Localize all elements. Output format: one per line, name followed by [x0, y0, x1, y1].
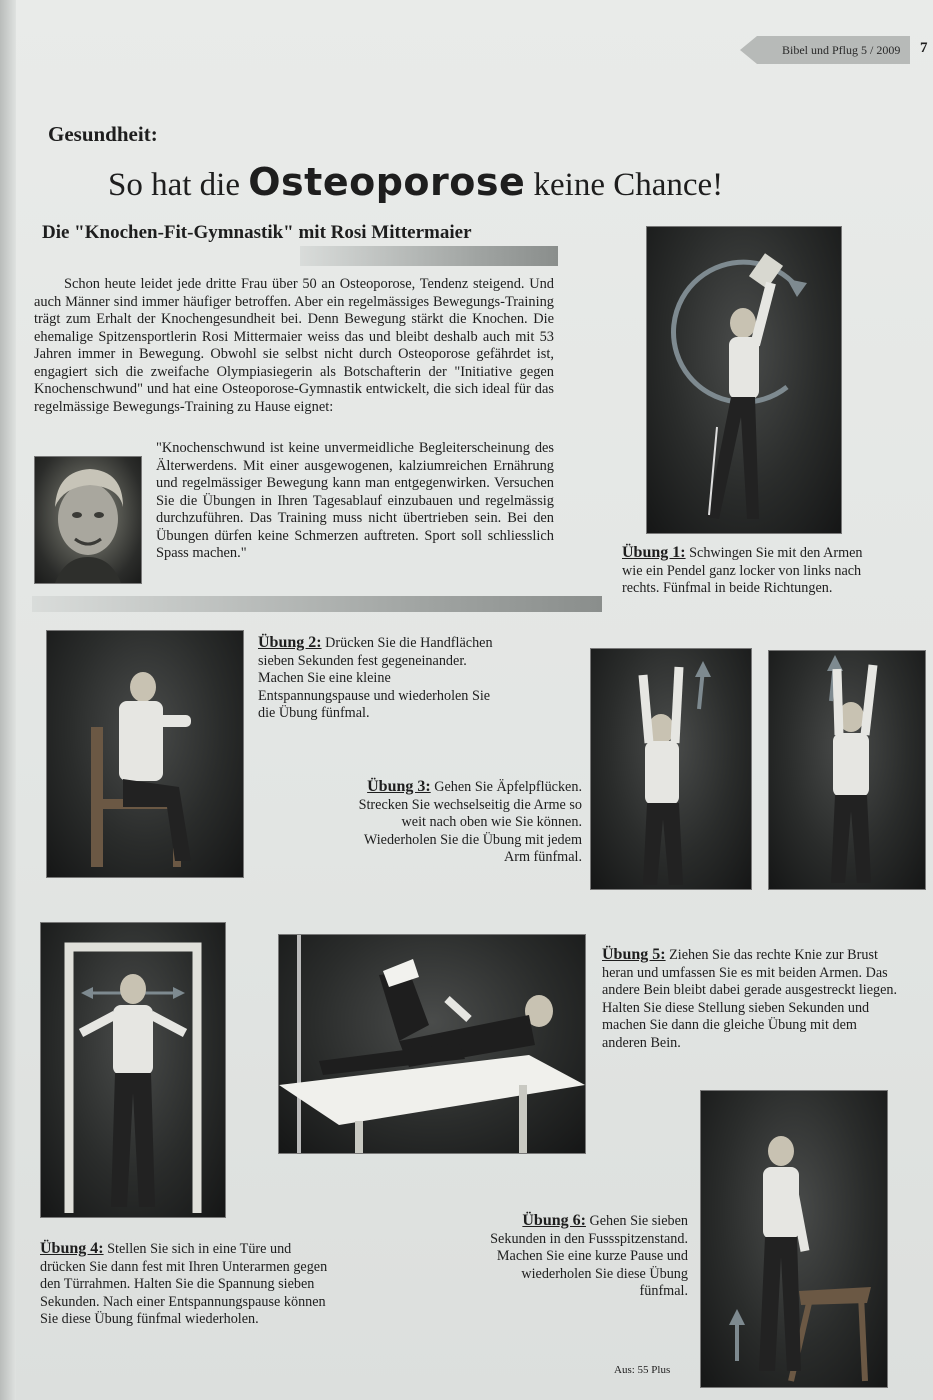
exercise-2-caption	[258, 634, 498, 723]
exercise-5-text: Ziehen Sie das rechte Knie zur Brust heran und umfassen Sie es mit beiden Armen. Das andere Bein bleibt dabei gerade ausgestreckt liegen. Halten Sie diese Stellung sieben Sekunden und machen Sie dann die gleiche Übung mit dem anderen Bein.	[602, 947, 898, 1051]
exercise-4-text: Stellen Sie sich in eine Türe und drücken Sie dann fest mit Ihren Unterarmen gegen den Türrahmen. Halten Sie die Spannung sieben Sekunden. Nach einer Entspannungspause können Sie diese Übung fünfmal wiederholen.	[40, 1241, 328, 1327]
exercise-5-photo	[278, 934, 586, 1154]
exercise-3-label: Übung 3:	[367, 778, 431, 795]
header-publication: Bibel und Pflug 5 / 2009	[782, 43, 901, 57]
quote-text: "Knochenschwund ist keine unvermeidliche Begleiterscheinung des Älterwerdens. Mit einer ausgewogenen, kalziumreichen Ernährung und regelmässiger Bewegung kann man entgegenwirken. Versuchen Sie die Übungen in Ihren Tagesablauf einzubauen und regelmässig durchzuführen. Das Training muss nicht übertrieben sein. Bei den Übungen dürfen keine Schmerzen auftreten. Sport soll schliesslich Spass machen."	[156, 440, 554, 561]
grey-rule-2	[32, 596, 602, 612]
title-post: keine Chance!	[533, 167, 724, 203]
exercise-1-label: Übung 1:	[622, 544, 686, 561]
exercise-5-caption	[602, 946, 902, 1052]
title-pre: So hat die	[108, 167, 240, 203]
exercise-4-caption	[40, 1240, 340, 1329]
exercise-1-caption	[622, 544, 882, 598]
exercise-6-caption	[470, 1212, 688, 1301]
exercise-4-photo	[40, 922, 226, 1218]
exercise-5-label: Übung 5:	[602, 946, 666, 963]
exercise-3-text: Gehen Sie Äpfelpflücken. Strecken Sie wechselseitig die Arme so weit nach oben wie Sie können. Wiederholen Sie die Übung mit jedem Arm fünfmal.	[358, 779, 582, 865]
intro-text: Schon heute leidet jede dritte Frau über 50 an Osteoporose, Tendenz steigend. Und auch Männer sind immer häufiger betroffen. Aber ein regelmässiges Bewegungs-Training trägt zum Erhalt der Knochengesundheit bei. Denn Bewegung stärkt die Knochen. Die ehemalige Spitzensportlerin Rosi Mittermaier weiss das und bleibt deshalb auch mit 53 Jahren immer in Bewegung. Obwohl sie selbst nicht durch Osteoporose gefährdet ist, engagiert sich die zweifache Olympiasiegerin als Botschafterin der "Initiative gegen Knochenschwund" und hat eine Osteoporose-Gymnastik entwickelt, die sich ideal für das regelmässige Bewegungs-Training zu Hause eignet:	[34, 276, 554, 415]
exercise-6-label: Übung 6:	[522, 1212, 586, 1229]
page-header	[740, 36, 930, 66]
grey-rule	[300, 246, 558, 266]
portrait-photo	[34, 456, 142, 584]
exercise-1-text: Schwingen Sie mit den Armen wie ein Pendel ganz locker von links nach rechts. Fünfmal in beide Richtungen.	[622, 545, 863, 596]
exercise-6-text: Gehen Sie sieben Sekunden in den Fussspitzenstand. Machen Sie eine kurze Pause und wiederholen Sie diese Übung fünfmal.	[490, 1213, 688, 1299]
exercise-3-caption	[352, 778, 582, 867]
title-main: Osteoporose	[248, 160, 526, 204]
source-credit: Aus: 55 Plus	[614, 1364, 671, 1376]
page-number: 7	[920, 40, 928, 56]
section-label: Gesundheit:	[48, 122, 158, 146]
article-subtitle: Die "Knochen-Fit-Gymnastik" mit Rosi Mittermaier	[42, 222, 472, 243]
exercise-6-photo	[700, 1090, 888, 1388]
page-binding-shadow	[0, 0, 16, 1400]
exercise-2-label: Übung 2:	[258, 634, 322, 651]
exercise-4-label: Übung 4:	[40, 1240, 104, 1257]
page-title	[108, 160, 723, 204]
exercise-1-photo	[646, 226, 842, 534]
exercise-3-photo-b	[768, 650, 926, 890]
exercise-3-photo-a	[590, 648, 752, 890]
exercise-2-text: Drücken Sie die Handflächen sieben Sekunden fest gegeneinander. Machen Sie eine kleine Entspannungspause und wiederholen Sie die Übung fünfmal.	[258, 635, 493, 721]
exercise-2-photo	[46, 630, 244, 878]
